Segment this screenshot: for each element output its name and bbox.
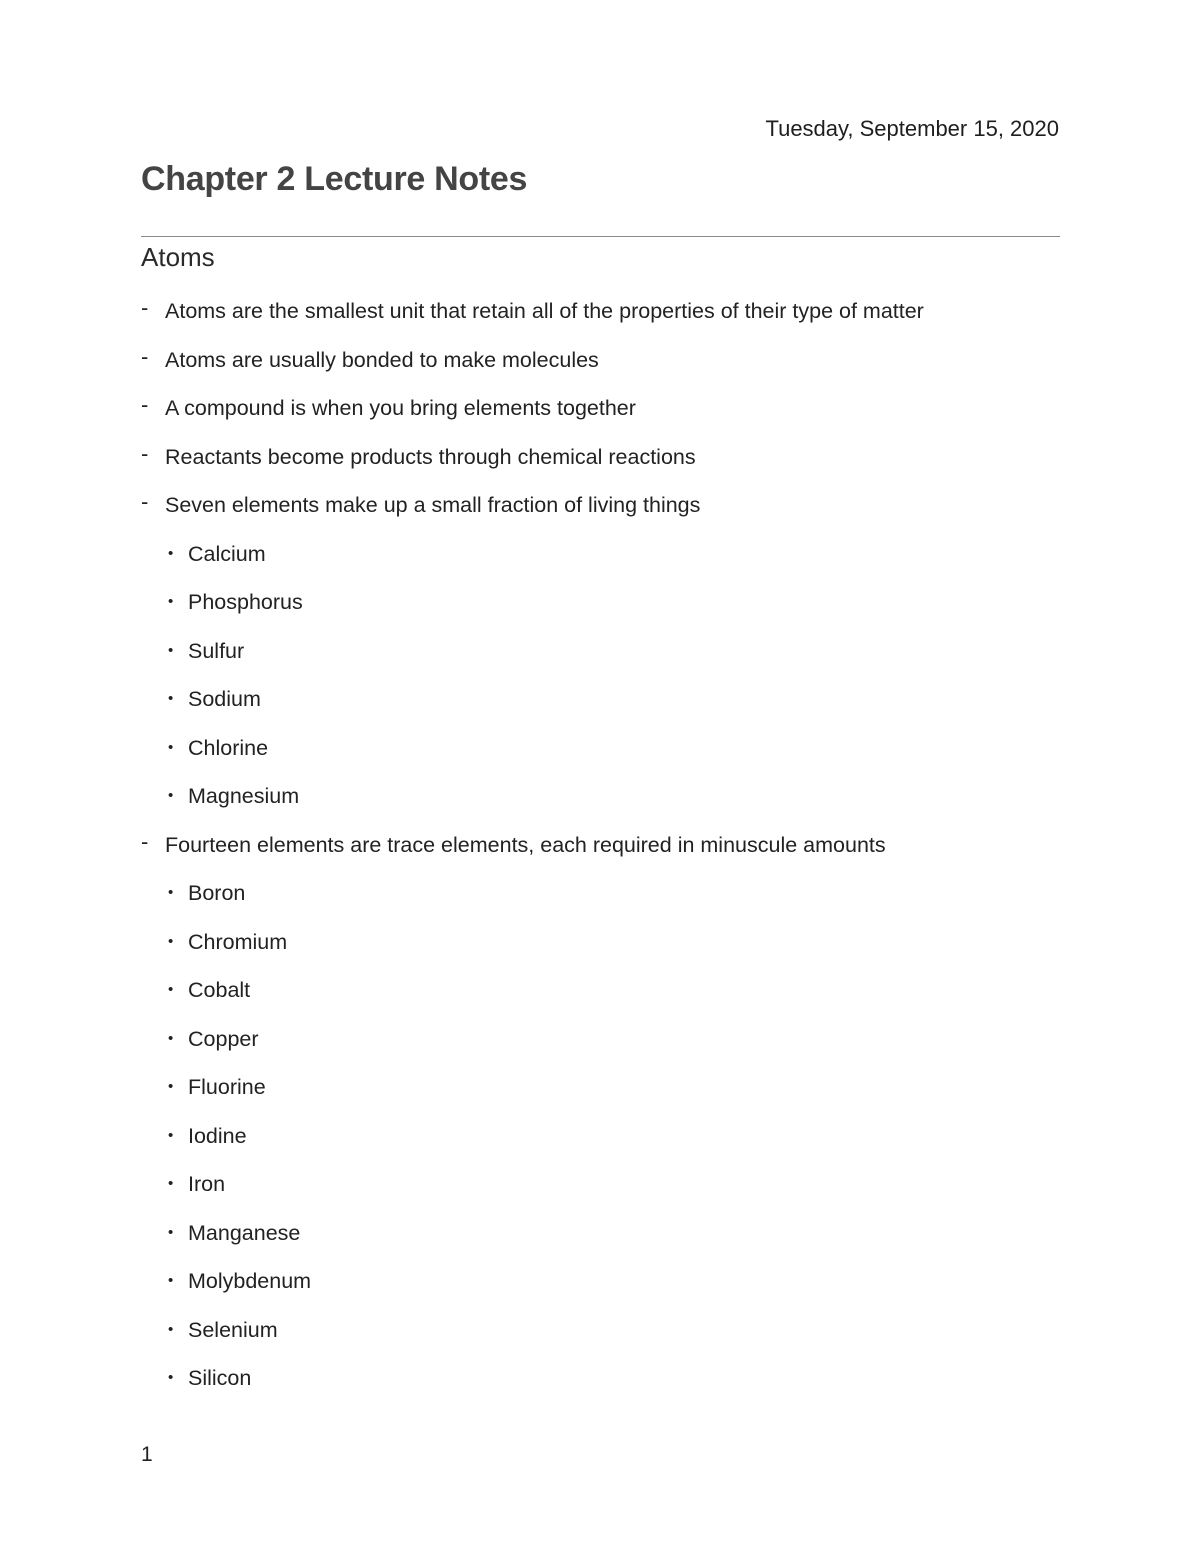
sub-list-item xyxy=(141,1359,924,1408)
dot-bullet-icon: • xyxy=(168,1320,174,1338)
list-item xyxy=(141,438,924,487)
list-item-text: Cobalt xyxy=(188,978,251,1002)
list-item xyxy=(141,341,924,390)
dot-bullet-icon: • xyxy=(168,1078,174,1095)
sub-list-item xyxy=(141,1165,924,1214)
list-item-text: Manganese xyxy=(188,1220,301,1245)
list-item-text: Reactants become products through chemical reactions xyxy=(165,444,696,469)
section-heading: Atoms xyxy=(141,242,215,272)
list-item-text: Iodine xyxy=(188,1123,247,1148)
sub-list-item xyxy=(141,777,924,826)
list-item-text: Calcium xyxy=(188,541,266,566)
sub-list-item xyxy=(141,1311,924,1360)
sub-list-item xyxy=(141,1068,924,1117)
list-item-text: Phosphorus xyxy=(188,590,303,614)
sub-list-item xyxy=(141,729,924,778)
dot-bullet-icon: • xyxy=(168,1272,174,1289)
dot-bullet-icon: • xyxy=(168,641,174,659)
list-item-text: Fluorine xyxy=(188,1075,266,1099)
list-item xyxy=(141,486,924,535)
list-item-text: Fourteen elements are trace elements, each required in minuscule amounts xyxy=(165,832,886,857)
list-item xyxy=(141,292,924,341)
list-item-text: Seven elements make up a small fraction of living things xyxy=(165,493,701,517)
sub-list-item xyxy=(141,874,924,923)
list-item-text: Copper xyxy=(188,1026,259,1051)
dot-bullet-icon: • xyxy=(168,1029,174,1047)
dash-bullet-icon: - xyxy=(141,343,149,369)
sub-list-item xyxy=(141,680,924,729)
notes-list xyxy=(141,292,924,1408)
list-item-text: Iron xyxy=(188,1172,226,1196)
list-item-text: Selenium xyxy=(188,1317,278,1342)
list-item-text: Sodium xyxy=(188,687,261,711)
dash-bullet-icon: - xyxy=(141,295,149,320)
list-item-text: Boron xyxy=(188,881,246,905)
dot-bullet-icon: • xyxy=(168,690,174,707)
dot-bullet-icon: • xyxy=(168,1369,174,1386)
sub-list-item xyxy=(141,1262,924,1311)
dash-bullet-icon: - xyxy=(141,440,149,466)
list-item-text: Molybdenum xyxy=(188,1269,312,1293)
dash-bullet-icon: - xyxy=(141,392,149,417)
dot-bullet-icon: • xyxy=(168,884,174,901)
list-item-text: Silicon xyxy=(188,1366,252,1390)
dot-bullet-icon: • xyxy=(168,787,174,804)
dot-bullet-icon: • xyxy=(168,1126,174,1144)
sub-list-item xyxy=(141,1020,924,1069)
sub-list-item xyxy=(141,1117,924,1166)
title-divider xyxy=(141,236,1060,237)
dot-bullet-icon: • xyxy=(168,1175,174,1192)
sub-list-item xyxy=(141,535,924,584)
dot-bullet-icon: • xyxy=(168,981,174,998)
list-item-text: Magnesium xyxy=(188,784,300,808)
dot-bullet-icon: • xyxy=(168,1223,174,1241)
page-title: Chapter 2 Lecture Notes xyxy=(141,160,528,198)
dash-bullet-icon: - xyxy=(141,489,149,514)
list-item-text: Chlorine xyxy=(188,735,269,760)
list-item-text: A compound is when you bring elements together xyxy=(165,396,636,420)
list-item xyxy=(141,389,924,438)
list-item-text: Atoms are the smallest unit that retain all of the properties of their type of matter xyxy=(165,299,924,323)
page-number: 1 xyxy=(141,1443,153,1466)
dash-bullet-icon: - xyxy=(141,828,149,854)
sub-list-item xyxy=(141,583,924,632)
list-item-text: Chromium xyxy=(188,929,288,954)
dot-bullet-icon: • xyxy=(168,738,174,756)
date-text: Tuesday, September 15, 2020 xyxy=(765,116,1059,141)
list-item-text: Sulfur xyxy=(188,638,245,663)
sub-list-item xyxy=(141,632,924,681)
sub-list-item xyxy=(141,923,924,972)
dot-bullet-icon: • xyxy=(168,593,174,610)
dot-bullet-icon: • xyxy=(168,544,174,562)
list-item-text: Atoms are usually bonded to make molecules xyxy=(165,347,599,372)
sub-list-item xyxy=(141,1214,924,1263)
list-item xyxy=(141,826,924,875)
dot-bullet-icon: • xyxy=(168,932,174,950)
sub-list-item xyxy=(141,971,924,1020)
